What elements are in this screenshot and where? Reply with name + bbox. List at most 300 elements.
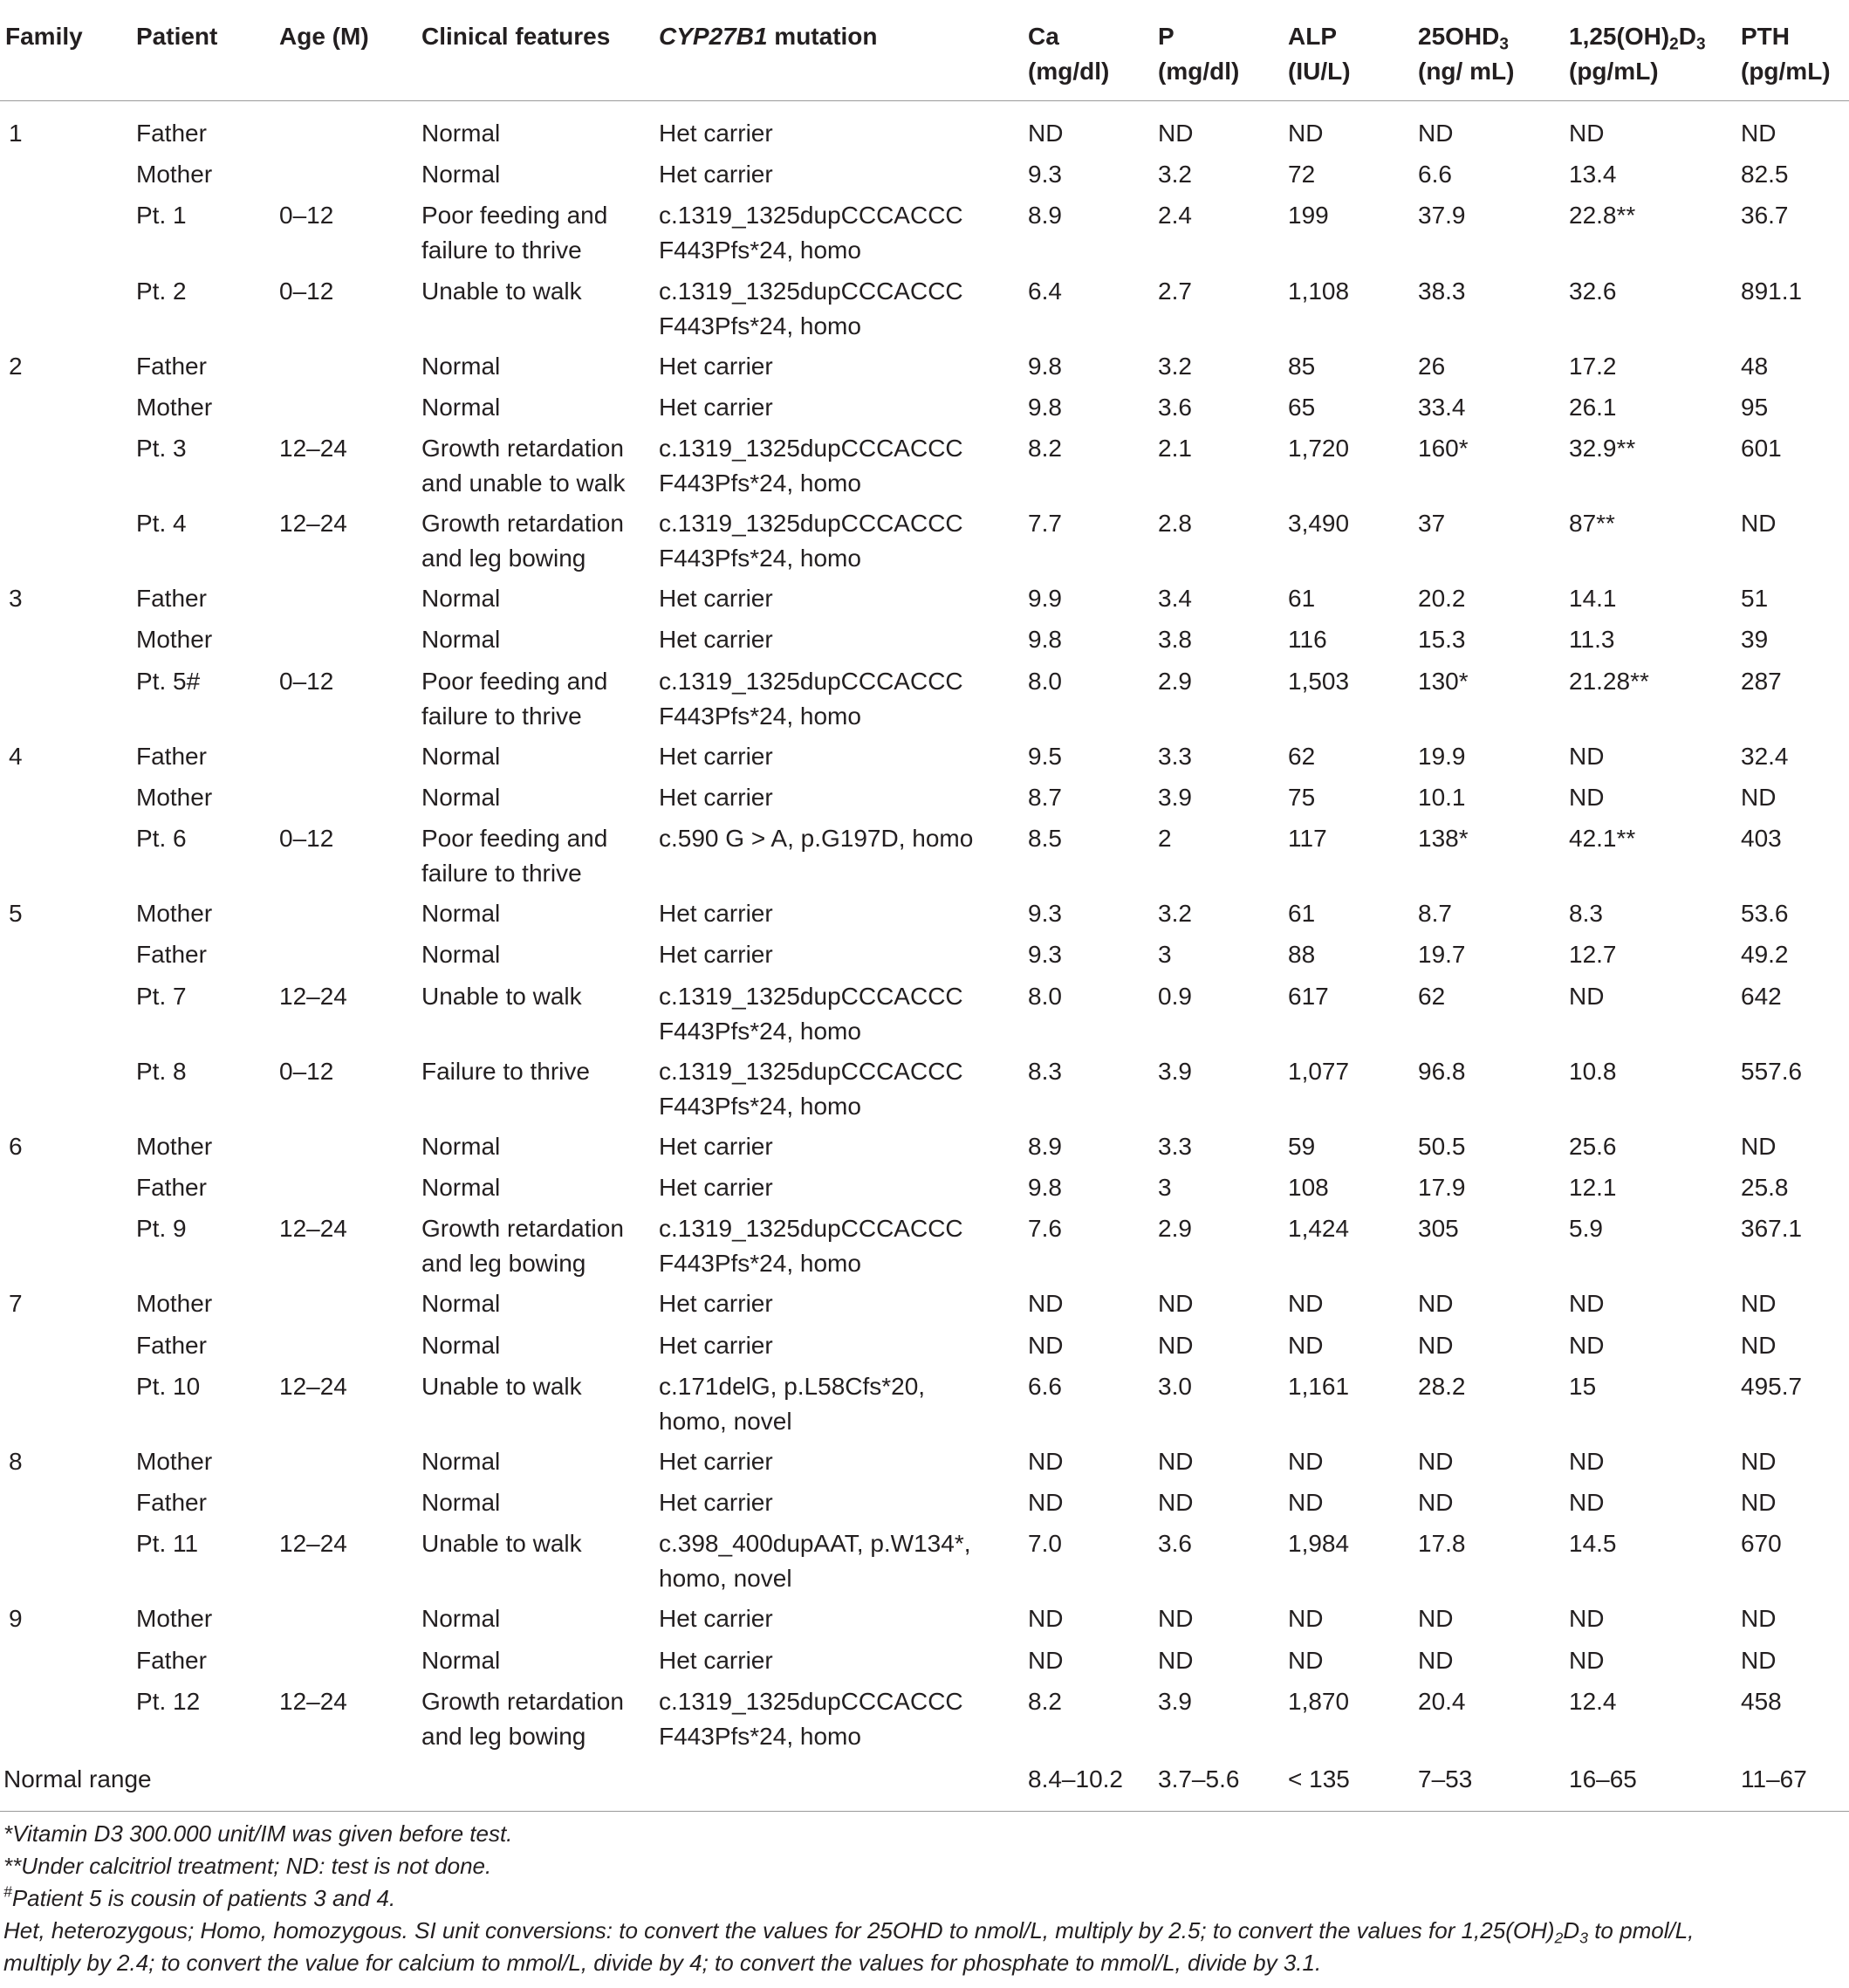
header-calcitriol-part-a: 1,25(OH)	[1569, 23, 1670, 50]
cell-pth: ND	[1741, 510, 1777, 538]
cell-pth: 403	[1741, 825, 1782, 853]
cell-age: 12–24	[279, 1530, 347, 1558]
cell-patient: Pt. 8	[136, 1057, 187, 1085]
cell-25ohd3: ND	[1418, 1290, 1454, 1318]
cell-p: 3.9	[1158, 1057, 1192, 1085]
cell-pth: 458	[1741, 1687, 1782, 1715]
cell-clinical-features	[421, 1286, 500, 1321]
cell-mutation-line: c.1319_1325dupCCCACCC	[659, 1687, 963, 1715]
cell-patient: Pt. 1	[136, 202, 187, 230]
cell-mutation-line: F443Pfs*24, homo	[659, 237, 861, 264]
cell-ca: 8.7	[1028, 783, 1062, 811]
cell-clinical-features-line: Normal	[421, 900, 501, 928]
cell-mutation	[659, 979, 963, 1049]
cell-clinical-features-line: Unable to walk	[421, 1530, 582, 1558]
footnote-abbrev-part-c: to pmol/L,	[1587, 1917, 1695, 1943]
cell-p: 3.2	[1158, 900, 1192, 928]
cell-clinical-features-line: Poor feeding and	[421, 667, 608, 695]
cell-calcitriol: ND	[1569, 1290, 1605, 1318]
cell-mutation-line: F443Pfs*24, homo	[659, 702, 861, 730]
cell-p: 3.6	[1158, 393, 1192, 421]
cell-ca: 9.3	[1028, 900, 1062, 928]
cell-25ohd3: ND	[1418, 1646, 1454, 1674]
cell-mutation	[659, 739, 773, 774]
cell-25ohd3: 20.2	[1418, 585, 1466, 613]
cell-p: ND	[1158, 1290, 1194, 1318]
cell-25ohd3: ND	[1418, 120, 1454, 147]
cell-patient: Father	[136, 941, 207, 969]
cell-age: 0–12	[279, 1057, 334, 1085]
cell-clinical-features-line: Failure to thrive	[421, 1057, 590, 1085]
cell-mutation-line: c.1319_1325dupCCCACCC	[659, 435, 963, 462]
cell-25ohd3: ND	[1418, 1447, 1454, 1475]
cell-calcitriol: 5.9	[1569, 1215, 1603, 1243]
cell-mutation-line: Het carrier	[659, 585, 773, 613]
cell-pth: 367.1	[1741, 1215, 1803, 1243]
cell-ca: 8.2	[1028, 1687, 1062, 1715]
cell-calcitriol: ND	[1569, 120, 1605, 147]
cell-mutation	[659, 622, 773, 657]
cell-clinical-features	[421, 506, 624, 576]
cell-mutation	[659, 1684, 963, 1754]
cell-ca: ND	[1028, 1489, 1064, 1516]
cell-mutation-line: c.1319_1325dupCCCACCC	[659, 1057, 963, 1085]
header-mutation	[659, 19, 878, 54]
cell-pth: 95	[1741, 393, 1769, 421]
cell-clinical-features	[421, 431, 626, 501]
header-ca-unit: (mg/dl)	[1028, 58, 1110, 85]
cell-calcitriol: 32.6	[1569, 277, 1617, 305]
cell-clinical-features-line: and leg bowing	[421, 545, 586, 572]
cell-mutation-line: c.590 G > A, p.G197D, homo	[659, 825, 974, 853]
cell-ca: 9.5	[1028, 742, 1062, 770]
cell-calcitriol: ND	[1569, 982, 1605, 1010]
cell-clinical-features	[421, 780, 500, 815]
cell-mutation	[659, 157, 773, 192]
cell-pth: 82.5	[1741, 161, 1789, 189]
cell-calcitriol: 12.4	[1569, 1687, 1617, 1715]
header-25ohd3-subscript: 3	[1499, 35, 1509, 54]
cell-mutation-line: c.1319_1325dupCCCACCC	[659, 202, 963, 230]
cell-p: 3.8	[1158, 626, 1192, 654]
cell-alp: 199	[1288, 202, 1329, 230]
cell-clinical-features-line: Unable to walk	[421, 1372, 582, 1400]
cell-mutation-line: Het carrier	[659, 352, 773, 380]
header-pth	[1741, 19, 1831, 89]
cell-calcitriol: ND	[1569, 742, 1605, 770]
cell-clinical-features-line: Normal	[421, 742, 501, 770]
cell-calcitriol: 8.3	[1569, 900, 1603, 928]
footnote-abbrev-sub2: 3	[1579, 1929, 1588, 1947]
cell-mutation-line: c.1319_1325dupCCCACCC	[659, 510, 963, 538]
cell-pth: ND	[1741, 1605, 1777, 1633]
cell-age: 0–12	[279, 825, 334, 853]
cell-calcitriol: 10.8	[1569, 1057, 1617, 1085]
header-calcitriol-sub1: 2	[1669, 35, 1679, 54]
cell-age: 12–24	[279, 435, 347, 462]
header-patient: Patient	[136, 23, 218, 50]
cell-alp: 1,077	[1288, 1057, 1350, 1085]
cell-family: 3	[9, 585, 23, 613]
cell-clinical-features-line: Normal	[421, 1331, 501, 1359]
cell-age: 0–12	[279, 202, 334, 230]
cell-clinical-features	[421, 1328, 500, 1363]
cell-family: 2	[9, 352, 23, 380]
cell-clinical-features	[421, 1211, 624, 1281]
cell-25ohd3: 17.8	[1418, 1530, 1466, 1558]
footnote-abbrev-part-b: D	[1563, 1917, 1580, 1943]
cell-mutation	[659, 1054, 963, 1124]
cell-mutation-line: F443Pfs*24, homo	[659, 312, 861, 339]
cell-clinical-features-line: Normal	[421, 1290, 501, 1318]
cell-patient: Pt. 6	[136, 825, 187, 853]
cell-calcitriol: 13.4	[1569, 161, 1617, 189]
cell-alp: 617	[1288, 982, 1329, 1010]
cell-family: 6	[9, 1132, 23, 1160]
cell-pth: 36.7	[1741, 202, 1789, 230]
cell-age: 12–24	[279, 510, 347, 538]
cell-age: 12–24	[279, 982, 347, 1010]
cell-pth: 557.6	[1741, 1057, 1803, 1085]
cell-patient: Pt. 9	[136, 1215, 187, 1243]
cell-alp: 3,490	[1288, 510, 1350, 538]
cell-mutation-line: Het carrier	[659, 1290, 773, 1318]
cell-clinical-features	[421, 198, 607, 268]
cell-ca: 9.8	[1028, 626, 1062, 654]
header-alp-unit: (IU/L)	[1288, 58, 1351, 85]
cell-alp: 61	[1288, 585, 1316, 613]
cell-ca: 8.3	[1028, 1057, 1062, 1085]
cell-clinical-features	[421, 937, 500, 972]
cell-25ohd3: 26	[1418, 352, 1446, 380]
cell-mutation-line: homo, novel	[659, 1407, 792, 1435]
cell-p: ND	[1158, 1605, 1194, 1633]
cell-p: 3.3	[1158, 742, 1192, 770]
cell-mutation	[659, 821, 973, 856]
cell-25ohd3: 62	[1418, 982, 1446, 1010]
cell-pth: 601	[1741, 435, 1782, 462]
cell-patient: Pt. 4	[136, 510, 187, 538]
cell-clinical-features-line: Poor feeding and	[421, 202, 608, 230]
cell-clinical-features	[421, 390, 500, 425]
cell-clinical-features	[421, 116, 500, 151]
cell-mutation	[659, 1369, 925, 1439]
cell-pth: ND	[1741, 783, 1777, 811]
cell-mutation-line: F443Pfs*24, homo	[659, 1017, 861, 1045]
cell-calcitriol: 87**	[1569, 510, 1615, 538]
cell-p: 2.8	[1158, 510, 1192, 538]
header-p-unit: (mg/dl)	[1158, 58, 1240, 85]
cell-p: ND	[1158, 1646, 1194, 1674]
cell-alp: 1,161	[1288, 1372, 1350, 1400]
cell-clinical-features-line: Normal	[421, 1174, 501, 1201]
cell-clinical-features	[421, 821, 607, 891]
cell-patient: Mother	[136, 900, 213, 928]
cell-clinical-features-line: Normal	[421, 783, 501, 811]
cell-calcitriol: 17.2	[1569, 352, 1617, 380]
cell-p: 3.0	[1158, 1372, 1192, 1400]
cell-patient: Pt. 2	[136, 277, 187, 305]
normal-range-pth: 11–67	[1741, 1765, 1807, 1793]
cell-mutation-line: Het carrier	[659, 1605, 773, 1633]
cell-ca: 8.5	[1028, 825, 1062, 853]
cell-mutation-line: Het carrier	[659, 941, 773, 969]
cell-clinical-features-line: Normal	[421, 352, 501, 380]
cell-mutation-line: Het carrier	[659, 161, 773, 189]
cell-clinical-features-line: Unable to walk	[421, 277, 582, 305]
header-25ohd3-unit: (ng/ mL)	[1418, 58, 1515, 85]
cell-mutation	[659, 780, 773, 815]
cell-25ohd3: 37	[1418, 510, 1446, 538]
cell-mutation-line: homo, novel	[659, 1565, 792, 1593]
cell-alp: 108	[1288, 1174, 1329, 1201]
cell-mutation-line: Het carrier	[659, 120, 773, 147]
cell-clinical-features	[421, 739, 500, 774]
cell-ca: 9.8	[1028, 352, 1062, 380]
footnote-abbrev-sub1: 2	[1554, 1929, 1564, 1947]
header-ca-name: Ca	[1028, 23, 1059, 50]
cell-pth: ND	[1741, 1290, 1777, 1318]
cell-p: 2.9	[1158, 667, 1192, 695]
cell-patient: Mother	[136, 1605, 213, 1633]
cell-p: 3	[1158, 941, 1172, 969]
cell-pth: ND	[1741, 1132, 1777, 1160]
header-calcitriol-sub2: 3	[1695, 35, 1706, 54]
cell-calcitriol: ND	[1569, 783, 1605, 811]
cell-mutation-line: Het carrier	[659, 783, 773, 811]
header-25ohd3-name: 25OHD	[1418, 23, 1500, 50]
cell-clinical-features-line: Normal	[421, 1132, 501, 1160]
cell-25ohd3: 38.3	[1418, 277, 1466, 305]
cell-mutation-line: c.1319_1325dupCCCACCC	[659, 667, 963, 695]
cell-ca: ND	[1028, 1290, 1064, 1318]
cell-mutation-line: Het carrier	[659, 1132, 773, 1160]
cell-alp: 85	[1288, 352, 1316, 380]
cell-clinical-features	[421, 1643, 500, 1678]
cell-mutation-line: c.1319_1325dupCCCACCC	[659, 1215, 963, 1243]
cell-alp: 88	[1288, 941, 1316, 969]
cell-alp: ND	[1288, 1290, 1324, 1318]
cell-clinical-features-line: Poor feeding and	[421, 825, 608, 853]
cell-clinical-features	[421, 1601, 500, 1636]
cell-patient: Father	[136, 742, 207, 770]
footnote-abbreviations	[3, 1915, 1845, 1947]
cell-p: 3.2	[1158, 161, 1192, 189]
cell-p: 2.7	[1158, 277, 1192, 305]
header-p-name: P	[1158, 23, 1174, 50]
cell-patient: Father	[136, 120, 207, 147]
cell-mutation	[659, 274, 963, 344]
cell-mutation-line: F443Pfs*24, homo	[659, 1250, 861, 1278]
cell-alp: 59	[1288, 1132, 1316, 1160]
cell-clinical-features	[421, 664, 607, 734]
cell-ca: 6.4	[1028, 277, 1062, 305]
cell-25ohd3: 28.2	[1418, 1372, 1466, 1400]
cell-mutation-line: Het carrier	[659, 1489, 773, 1516]
cell-mutation-line: c.1319_1325dupCCCACCC	[659, 982, 963, 1010]
cell-mutation-line: F443Pfs*24, homo	[659, 1092, 861, 1120]
cell-p: 3.6	[1158, 1530, 1192, 1558]
cell-calcitriol: 14.1	[1569, 585, 1617, 613]
cell-patient: Mother	[136, 1290, 213, 1318]
cell-clinical-features	[421, 1526, 582, 1561]
cell-pth: 39	[1741, 626, 1769, 654]
cell-pth: 25.8	[1741, 1174, 1789, 1201]
table-bottom-rule	[0, 1811, 1849, 1812]
cell-calcitriol: 26.1	[1569, 393, 1617, 421]
cell-alp: ND	[1288, 1489, 1324, 1516]
normal-range-label: Normal range	[3, 1765, 152, 1793]
cell-patient: Mother	[136, 626, 213, 654]
cell-mutation-line: F443Pfs*24, homo	[659, 545, 861, 572]
cell-ca: 9.3	[1028, 161, 1062, 189]
footnote-conversions: multiply by 2.4; to convert the value for calcium to mmol/L, divide by 4; to convert the values for phosphate to mmol/L, divide by 3.1.	[3, 1950, 1322, 1976]
header-p	[1158, 19, 1239, 89]
cell-mutation	[659, 581, 773, 616]
footnotes	[3, 1818, 1845, 1979]
cell-patient: Father	[136, 1646, 207, 1674]
cell-calcitriol: 14.5	[1569, 1530, 1617, 1558]
cell-ca: ND	[1028, 120, 1064, 147]
cell-patient: Mother	[136, 161, 213, 189]
cell-clinical-features-line: Normal	[421, 1447, 501, 1475]
cell-ca: 7.6	[1028, 1215, 1062, 1243]
cell-family: 7	[9, 1290, 23, 1318]
cell-25ohd3: 19.7	[1418, 941, 1466, 969]
cell-ca: 8.9	[1028, 202, 1062, 230]
cell-mutation	[659, 664, 963, 734]
header-alp-name: ALP	[1288, 23, 1337, 50]
cell-clinical-features-line: Normal	[421, 585, 501, 613]
cell-clinical-features-line: Normal	[421, 393, 501, 421]
cell-p: 0.9	[1158, 982, 1192, 1010]
cell-alp: 116	[1288, 626, 1327, 654]
cell-p: 3.9	[1158, 783, 1192, 811]
cell-25ohd3: 17.9	[1418, 1174, 1466, 1201]
cell-pth: 49.2	[1741, 941, 1789, 969]
cell-calcitriol: 11.3	[1569, 626, 1615, 654]
cell-clinical-features	[421, 1129, 500, 1164]
cell-clinical-features	[421, 1485, 500, 1520]
cell-p: 3	[1158, 1174, 1172, 1201]
cell-alp: ND	[1288, 1646, 1324, 1674]
cell-family: 1	[9, 120, 23, 147]
cell-mutation	[659, 431, 963, 501]
cell-25ohd3: ND	[1418, 1605, 1454, 1633]
cell-patient: Father	[136, 1174, 207, 1201]
header-calcitriol-unit: (pg/mL)	[1569, 58, 1659, 85]
cell-clinical-features-line: Growth retardation	[421, 1687, 624, 1715]
cell-calcitriol: 15	[1569, 1372, 1597, 1400]
cell-pth: ND	[1741, 1489, 1777, 1516]
normal-range-ca: 8.4–10.2	[1028, 1765, 1123, 1793]
cell-25ohd3: 15.3	[1418, 626, 1466, 654]
cell-mutation-line: Het carrier	[659, 1331, 773, 1359]
normal-range-calcitriol: 16–65	[1569, 1765, 1637, 1793]
cell-clinical-features-line: Normal	[421, 161, 501, 189]
cell-mutation-line: c.1319_1325dupCCCACCC	[659, 277, 963, 305]
cell-p: ND	[1158, 1489, 1194, 1516]
cell-ca: 6.6	[1028, 1372, 1062, 1400]
cell-alp: 65	[1288, 393, 1316, 421]
cell-25ohd3: 19.9	[1418, 742, 1466, 770]
cell-mutation-line: Het carrier	[659, 626, 773, 654]
cell-clinical-features	[421, 1684, 624, 1754]
cell-mutation	[659, 1129, 773, 1164]
cell-calcitriol: 12.1	[1569, 1174, 1617, 1201]
cell-patient: Pt. 10	[136, 1372, 201, 1400]
cell-clinical-features	[421, 979, 582, 1014]
cell-calcitriol: ND	[1569, 1447, 1605, 1475]
cell-mutation	[659, 506, 963, 576]
cell-patient: Mother	[136, 1447, 213, 1475]
cell-mutation-line: F443Pfs*24, homo	[659, 470, 861, 497]
footnote-vitamin-d: *Vitamin D3 300.000 unit/IM was given before test.	[3, 1820, 513, 1847]
cell-mutation	[659, 198, 963, 268]
cell-p: 3.3	[1158, 1132, 1192, 1160]
cell-alp: 75	[1288, 783, 1316, 811]
cell-mutation-line: c.398_400dupAAT, p.W134*,	[659, 1530, 971, 1558]
cell-p: 2.9	[1158, 1215, 1192, 1243]
cell-clinical-features-line: Normal	[421, 1646, 501, 1674]
cell-mutation-line: F443Pfs*24, homo	[659, 1722, 861, 1750]
header-mutation-word: mutation	[774, 23, 878, 50]
cell-patient: Father	[136, 1331, 207, 1359]
cell-clinical-features	[421, 1444, 500, 1479]
header-25ohd3	[1418, 19, 1514, 89]
normal-range-alp: < 135	[1288, 1765, 1350, 1793]
cell-clinical-features-line: Growth retardation	[421, 510, 624, 538]
cell-pth: 495.7	[1741, 1372, 1803, 1400]
footnote-cousin-text: Patient 5 is cousin of patients 3 and 4.	[11, 1885, 396, 1911]
cell-age: 0–12	[279, 667, 334, 695]
cell-alp: 1,424	[1288, 1215, 1350, 1243]
header-calcitriol-part-b: D	[1678, 23, 1696, 50]
cell-mutation	[659, 1328, 773, 1363]
cell-patient: Pt. 3	[136, 435, 187, 462]
cell-ca: 7.7	[1028, 510, 1062, 538]
cell-clinical-features	[421, 1170, 500, 1205]
cell-clinical-features-line: failure to thrive	[421, 237, 582, 264]
cell-ca: 9.8	[1028, 1174, 1062, 1201]
header-age: Age (M)	[279, 23, 369, 50]
cell-clinical-features-line: and leg bowing	[421, 1250, 586, 1278]
cell-clinical-features	[421, 1054, 590, 1089]
cell-clinical-features	[421, 1369, 582, 1404]
cell-p: ND	[1158, 1331, 1194, 1359]
cell-clinical-features	[421, 157, 500, 192]
cell-age: 12–24	[279, 1215, 347, 1243]
cell-mutation	[659, 1526, 971, 1596]
header-divider	[0, 100, 1849, 101]
cell-p: 2.1	[1158, 435, 1192, 462]
cell-mutation-line: Het carrier	[659, 1174, 773, 1201]
cell-patient: Mother	[136, 1132, 213, 1160]
cell-clinical-features	[421, 581, 500, 616]
cell-mutation	[659, 1643, 773, 1678]
cell-calcitriol: 12.7	[1569, 941, 1617, 969]
cell-alp: ND	[1288, 1605, 1324, 1633]
cell-family: 4	[9, 742, 23, 770]
header-pth-name: PTH	[1741, 23, 1790, 50]
cell-ca: ND	[1028, 1331, 1064, 1359]
cell-ca: 9.9	[1028, 585, 1062, 613]
cell-p: ND	[1158, 120, 1194, 147]
cell-ca: 8.2	[1028, 435, 1062, 462]
cell-ca: ND	[1028, 1605, 1064, 1633]
cell-25ohd3: 10.1	[1418, 783, 1466, 811]
cell-clinical-features-line: Normal	[421, 626, 501, 654]
